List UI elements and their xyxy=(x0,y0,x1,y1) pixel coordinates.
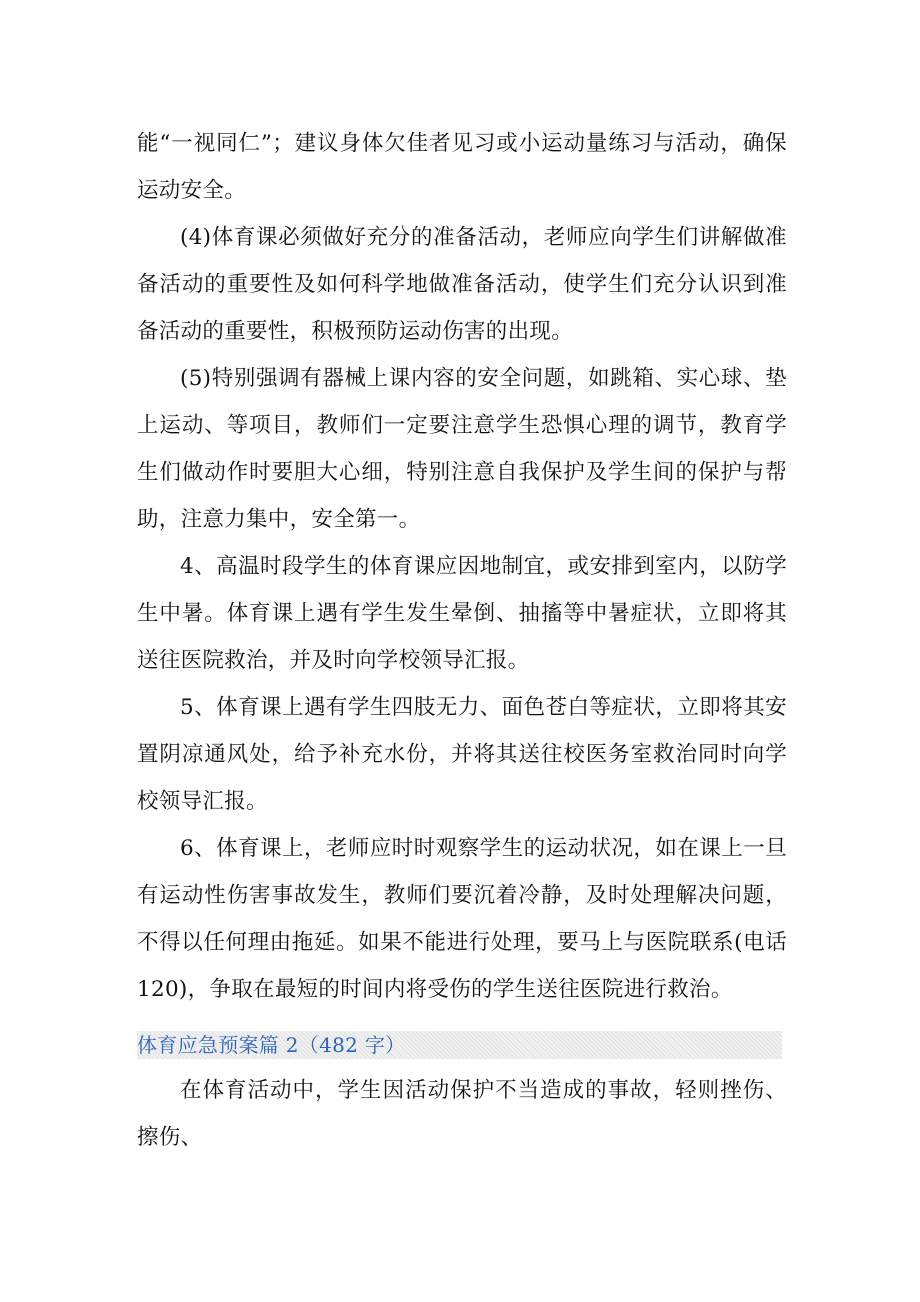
paragraph-2: (4)体育课必须做好充分的准备活动，老师应向学生们讲解做准备活动的重要性及如何科学地做准备活动，使学生们充分认识到准备活动的重要性，积极预防运动伤害的出现。 xyxy=(137,225,787,344)
paragraph-4: 4、高温时段学生的体育课应因地制宜，或安排到室内，以防学生中暑。体育课上遇有学生发生晕倒、抽搐等中暑症状，立即将其送往医院救治，并及时向学校领导汇报。 xyxy=(137,554,787,673)
paragraph-5: 5、体育课上遇有学生四肢无力、面色苍白等症状，立即将其安置阴凉通风处，给予补充水份，并将其送往校医务室救治同时向学校领导汇报。 xyxy=(137,695,787,814)
section-heading: 体育应急预案篇 2（482 字） xyxy=(137,1031,782,1059)
document-body xyxy=(137,120,787,1161)
paragraph-1: 能“一视同仁”；建议身体欠佳者见习或小运动量练习与活动，确保运动安全。 xyxy=(137,131,787,203)
paragraph-after-heading: 在体育活动中，学生因活动保护不当造成的事故，轻则挫伤、擦伤、 xyxy=(137,1078,787,1150)
paragraph-6: 6、体育课上，老师应时时观察学生的运动状况，如在课上一旦有运动性伤害事故发生，教师们要沉着冷静，及时处理解决问题，不得以任何理由拖延。如果不能进行处理，要马上与医院联系(电话120)，争取在最短的时间内将受伤的学生送往医院进行救治。 xyxy=(137,836,788,1002)
paragraph-3: (5)特别强调有器械上课内容的安全问题，如跳箱、实心球、垫上运动、等项目，教师们一定要注意学生恐惧心理的调节，教育学生们做动作时要胆大心细，特别注意自我保护及学生间的保护与帮助，注意力集中，安全第一。 xyxy=(137,366,787,532)
